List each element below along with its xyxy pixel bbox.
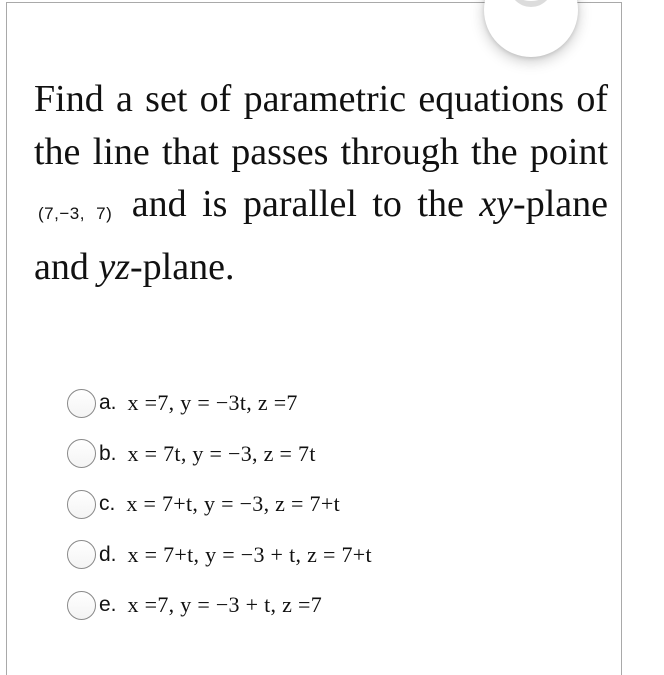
question-card: [6, 2, 622, 675]
question-line1: Find a set of parametric equations of the line that passes through the point: [34, 78, 608, 173]
option-equation: x = 7+t, y = −3, z = 7+t: [126, 491, 340, 517]
question-point: (7,−3, 7): [38, 204, 113, 223]
option-equation: x =7, y = −3t, z =7: [127, 390, 298, 416]
question-line2-prefix: and is parallel to the: [131, 183, 464, 225]
radio-button-b[interactable]: [67, 439, 96, 468]
option-letter: a.: [99, 391, 117, 415]
option-c[interactable]: [67, 479, 372, 530]
radio-button-e[interactable]: [67, 591, 96, 620]
plane-xy: xy: [479, 183, 514, 225]
option-letter: d.: [99, 542, 117, 566]
question-text: [34, 73, 608, 293]
option-equation: x = 7t, y = −3, z = 7t: [127, 440, 316, 466]
radio-button-d[interactable]: [67, 540, 96, 569]
question-line2-middle: -plane and: [34, 183, 608, 288]
option-letter: c.: [99, 492, 116, 516]
answer-options: [67, 378, 372, 631]
plane-yz: yz: [98, 245, 131, 288]
option-a[interactable]: [67, 378, 372, 429]
radio-button-a[interactable]: [67, 389, 96, 418]
option-letter: e.: [99, 593, 117, 617]
radio-button-c[interactable]: [67, 490, 96, 519]
question-line2-suffix: -plane.: [130, 245, 235, 288]
floating-action-button[interactable]: [484, 0, 578, 57]
option-equation: x =7, y = −3 + t, z =7: [127, 592, 323, 618]
option-equation: x = 7+t, y = −3 + t, z = 7+t: [127, 541, 372, 567]
option-b[interactable]: [67, 429, 372, 480]
option-letter: b.: [99, 441, 117, 465]
option-e[interactable]: [67, 580, 372, 631]
floating-action-icon: [509, 0, 553, 7]
option-d[interactable]: [67, 530, 372, 581]
